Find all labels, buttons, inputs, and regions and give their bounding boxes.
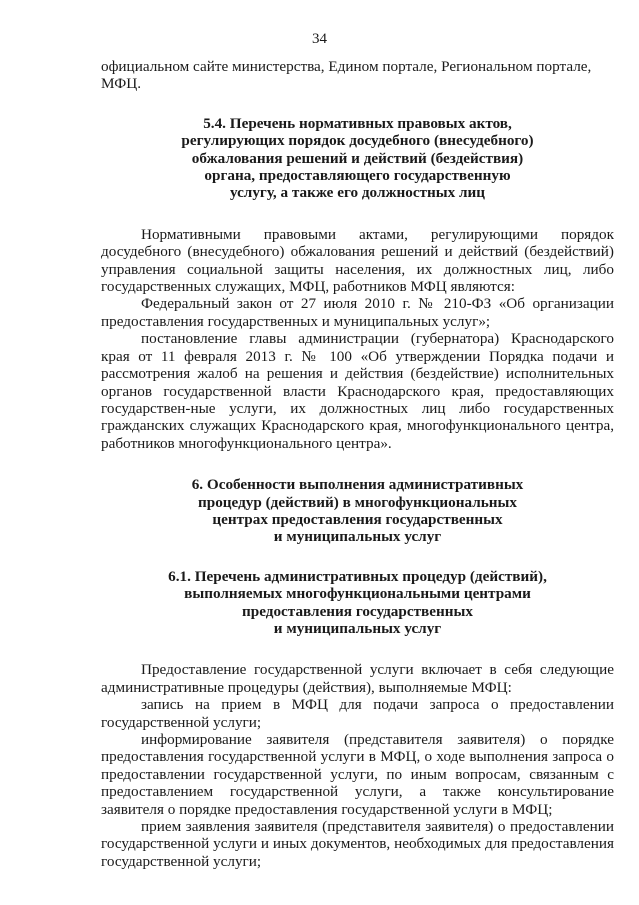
section-6-1-heading	[101, 568, 614, 638]
section-5-4-body	[101, 226, 614, 452]
paragraph: информирование заявителя (представителя заявителя) о порядке предоставления государственной услуги в МФЦ, о ходе выполнения запроса о предоставлении государственной услуги, по иным вопросам, связанным с предоставлением государственной услуги, а также консультирование заявителя о порядке предоставления государственной услуги в МФЦ;	[101, 731, 614, 818]
heading-line: центрах предоставления государственных	[212, 510, 503, 528]
heading-line: услугу, а также его должностных лиц	[229, 184, 486, 202]
heading-line: регулирующих порядок досудебного (внесудебного)	[181, 132, 534, 150]
paragraph: Нормативными правовыми актами, регулирующими порядок досудебного (внесудебного) обжалования решений и действий (бездействий) управления социальной защиты населения, их должностных лиц, либо государственных служащих, МФЦ, работников МФЦ являются:	[101, 225, 614, 296]
section-6-heading	[101, 476, 614, 546]
heading-line: выполняемых многофункциональными центрами	[184, 585, 531, 603]
heading-line: 5.4. Перечень нормативных правовых актов,	[203, 114, 512, 132]
paragraph: прием заявления заявителя (представителя заявителя) о предоставлении государственной услуги и иных документов, необходимых для предоставления государственной услуги;	[101, 818, 614, 870]
paragraph: постановление главы администрации (губернатора) Краснодарского края от 11 февраля 2013 г. № 100 «Об утверждении Порядка подачи и рассмотрения жалоб на решения и действия (бездействие) исполнительных органов государственной власти Краснодарского края, предоставляющих государствен-ные услуги, их должностных лиц либо государственных гражданских служащих Краснодарского края, многофункционального центра, работников многофункционального центра».	[101, 330, 614, 452]
page-number: 34	[312, 31, 327, 47]
heading-line: и муниципальных услуг	[273, 619, 442, 637]
page-content	[101, 58, 614, 870]
heading-line: органа, предоставляющего государственную	[204, 167, 511, 185]
paragraph: Федеральный закон от 27 июля 2010 г. № 210-ФЗ «Об организации предоставления государственных и муниципальных услуг»;	[101, 295, 614, 330]
intro-fragment: официальном сайте министерства, Едином портале, Региональном портале, МФЦ.	[101, 58, 592, 93]
heading-line: процедур (действий) в многофункциональных	[198, 493, 517, 511]
heading-line: предоставления государственных	[242, 602, 473, 620]
section-5-4-heading	[101, 115, 614, 202]
heading-line: и муниципальных услуг	[273, 528, 442, 546]
heading-line: 6. Особенности выполнения административных	[191, 476, 524, 494]
heading-line: обжалования решений и действий (бездействия)	[191, 149, 524, 167]
heading-line: 6.1. Перечень административных процедур (действий),	[168, 567, 547, 585]
paragraph: Предоставление государственной услуги включает в себя следующие административные процедуры (действия), выполняемые МФЦ:	[101, 661, 614, 696]
section-6-1-body	[101, 661, 614, 870]
paragraph: запись на прием в МФЦ для подачи запроса о предоставлении государственной услуги;	[101, 696, 614, 731]
